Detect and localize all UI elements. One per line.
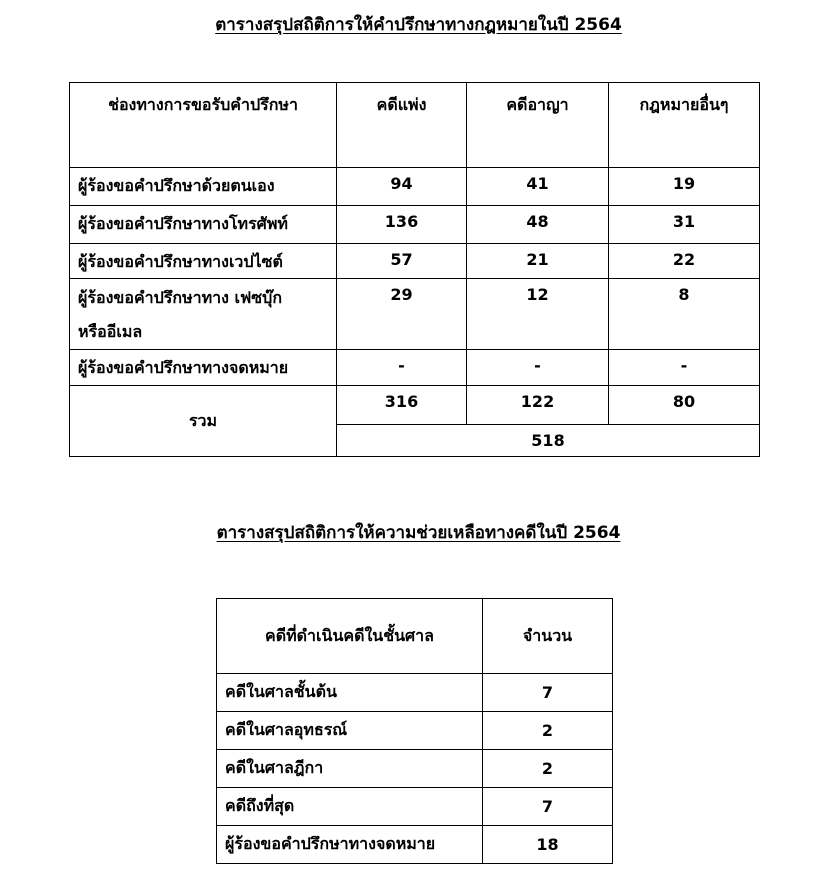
row-channel-label xyxy=(70,279,337,350)
criminal-count: - xyxy=(467,350,609,386)
consultation-stats-table xyxy=(69,82,760,457)
table-row xyxy=(70,244,760,279)
case-count: 7 xyxy=(483,788,613,826)
civil-count: 136 xyxy=(337,206,467,244)
row-channel-label: ผู้ร้องขอคำปรึกษาทางเวปไซต์ xyxy=(70,244,337,279)
criminal-total: 122 xyxy=(467,386,609,425)
table-header-row xyxy=(70,83,760,168)
header-civil: คดีแพ่ง xyxy=(337,83,467,168)
grand-total: 518 xyxy=(337,425,760,457)
row-channel-label: ผู้ร้องขอคำปรึกษาด้วยตนเอง xyxy=(70,168,337,206)
civil-count: 57 xyxy=(337,244,467,279)
case-label: คดีในศาลอุทธรณ์ xyxy=(217,712,483,750)
criminal-count: 21 xyxy=(467,244,609,279)
criminal-count: 41 xyxy=(467,168,609,206)
row-channel-label: ผู้ร้องขอคำปรึกษาทางโทรศัพท์ xyxy=(70,206,337,244)
table-row xyxy=(217,674,613,712)
table-row xyxy=(70,350,760,386)
case-count: 18 xyxy=(483,826,613,864)
criminal-count: 48 xyxy=(467,206,609,244)
table-row xyxy=(70,279,760,350)
case-count: 2 xyxy=(483,750,613,788)
case-label: คดีถึงที่สุด xyxy=(217,788,483,826)
civil-count: 29 xyxy=(337,279,467,350)
header-other-law: กฎหมายอื่นๆ xyxy=(609,83,760,168)
case-count: 7 xyxy=(483,674,613,712)
header-criminal: คดีอาญา xyxy=(467,83,609,168)
criminal-count: 12 xyxy=(467,279,609,350)
table-row xyxy=(217,826,613,864)
other-count: - xyxy=(609,350,760,386)
civil-count: 94 xyxy=(337,168,467,206)
litigation-stats-table xyxy=(216,598,613,864)
header-channel: ช่องทางการขอรับคำปรึกษา xyxy=(70,83,337,168)
consultation-table-title: ตารางสรุปสถิติการให้คำปรึกษาทางกฎหมายในปี 2564 xyxy=(215,15,622,35)
row-channel-label-line2: หรืออีเมล xyxy=(78,322,143,341)
case-label: คดีในศาลฎีกา xyxy=(217,750,483,788)
table-row xyxy=(70,168,760,206)
total-label: รวม xyxy=(70,386,337,457)
table-row xyxy=(70,206,760,244)
header-court-case: คดีที่ดำเนินคดีในชั้นศาล xyxy=(217,599,483,674)
other-total: 80 xyxy=(609,386,760,425)
case-count: 2 xyxy=(483,712,613,750)
case-label: คดีในศาลชั้นต้น xyxy=(217,674,483,712)
row-channel-label: ผู้ร้องขอคำปรึกษาทางจดหมาย xyxy=(70,350,337,386)
litigation-table-title: ตารางสรุปสถิติการให้ความช่วยเหลือทางคดีในปี 2564 xyxy=(216,523,621,543)
row-channel-label-line1: ผู้ร้องขอคำปรึกษาทาง เฟซบุ๊ก xyxy=(78,288,283,307)
header-count: จำนวน xyxy=(483,599,613,674)
total-row xyxy=(70,386,760,425)
table-row xyxy=(217,750,613,788)
other-count: 19 xyxy=(609,168,760,206)
other-count: 31 xyxy=(609,206,760,244)
table-row xyxy=(217,712,613,750)
table-row xyxy=(217,788,613,826)
table-header-row xyxy=(217,599,613,674)
other-count: 8 xyxy=(609,279,760,350)
case-label: ผู้ร้องขอคำปรึกษาทางจดหมาย xyxy=(217,826,483,864)
civil-total: 316 xyxy=(337,386,467,425)
civil-count: - xyxy=(337,350,467,386)
other-count: 22 xyxy=(609,244,760,279)
